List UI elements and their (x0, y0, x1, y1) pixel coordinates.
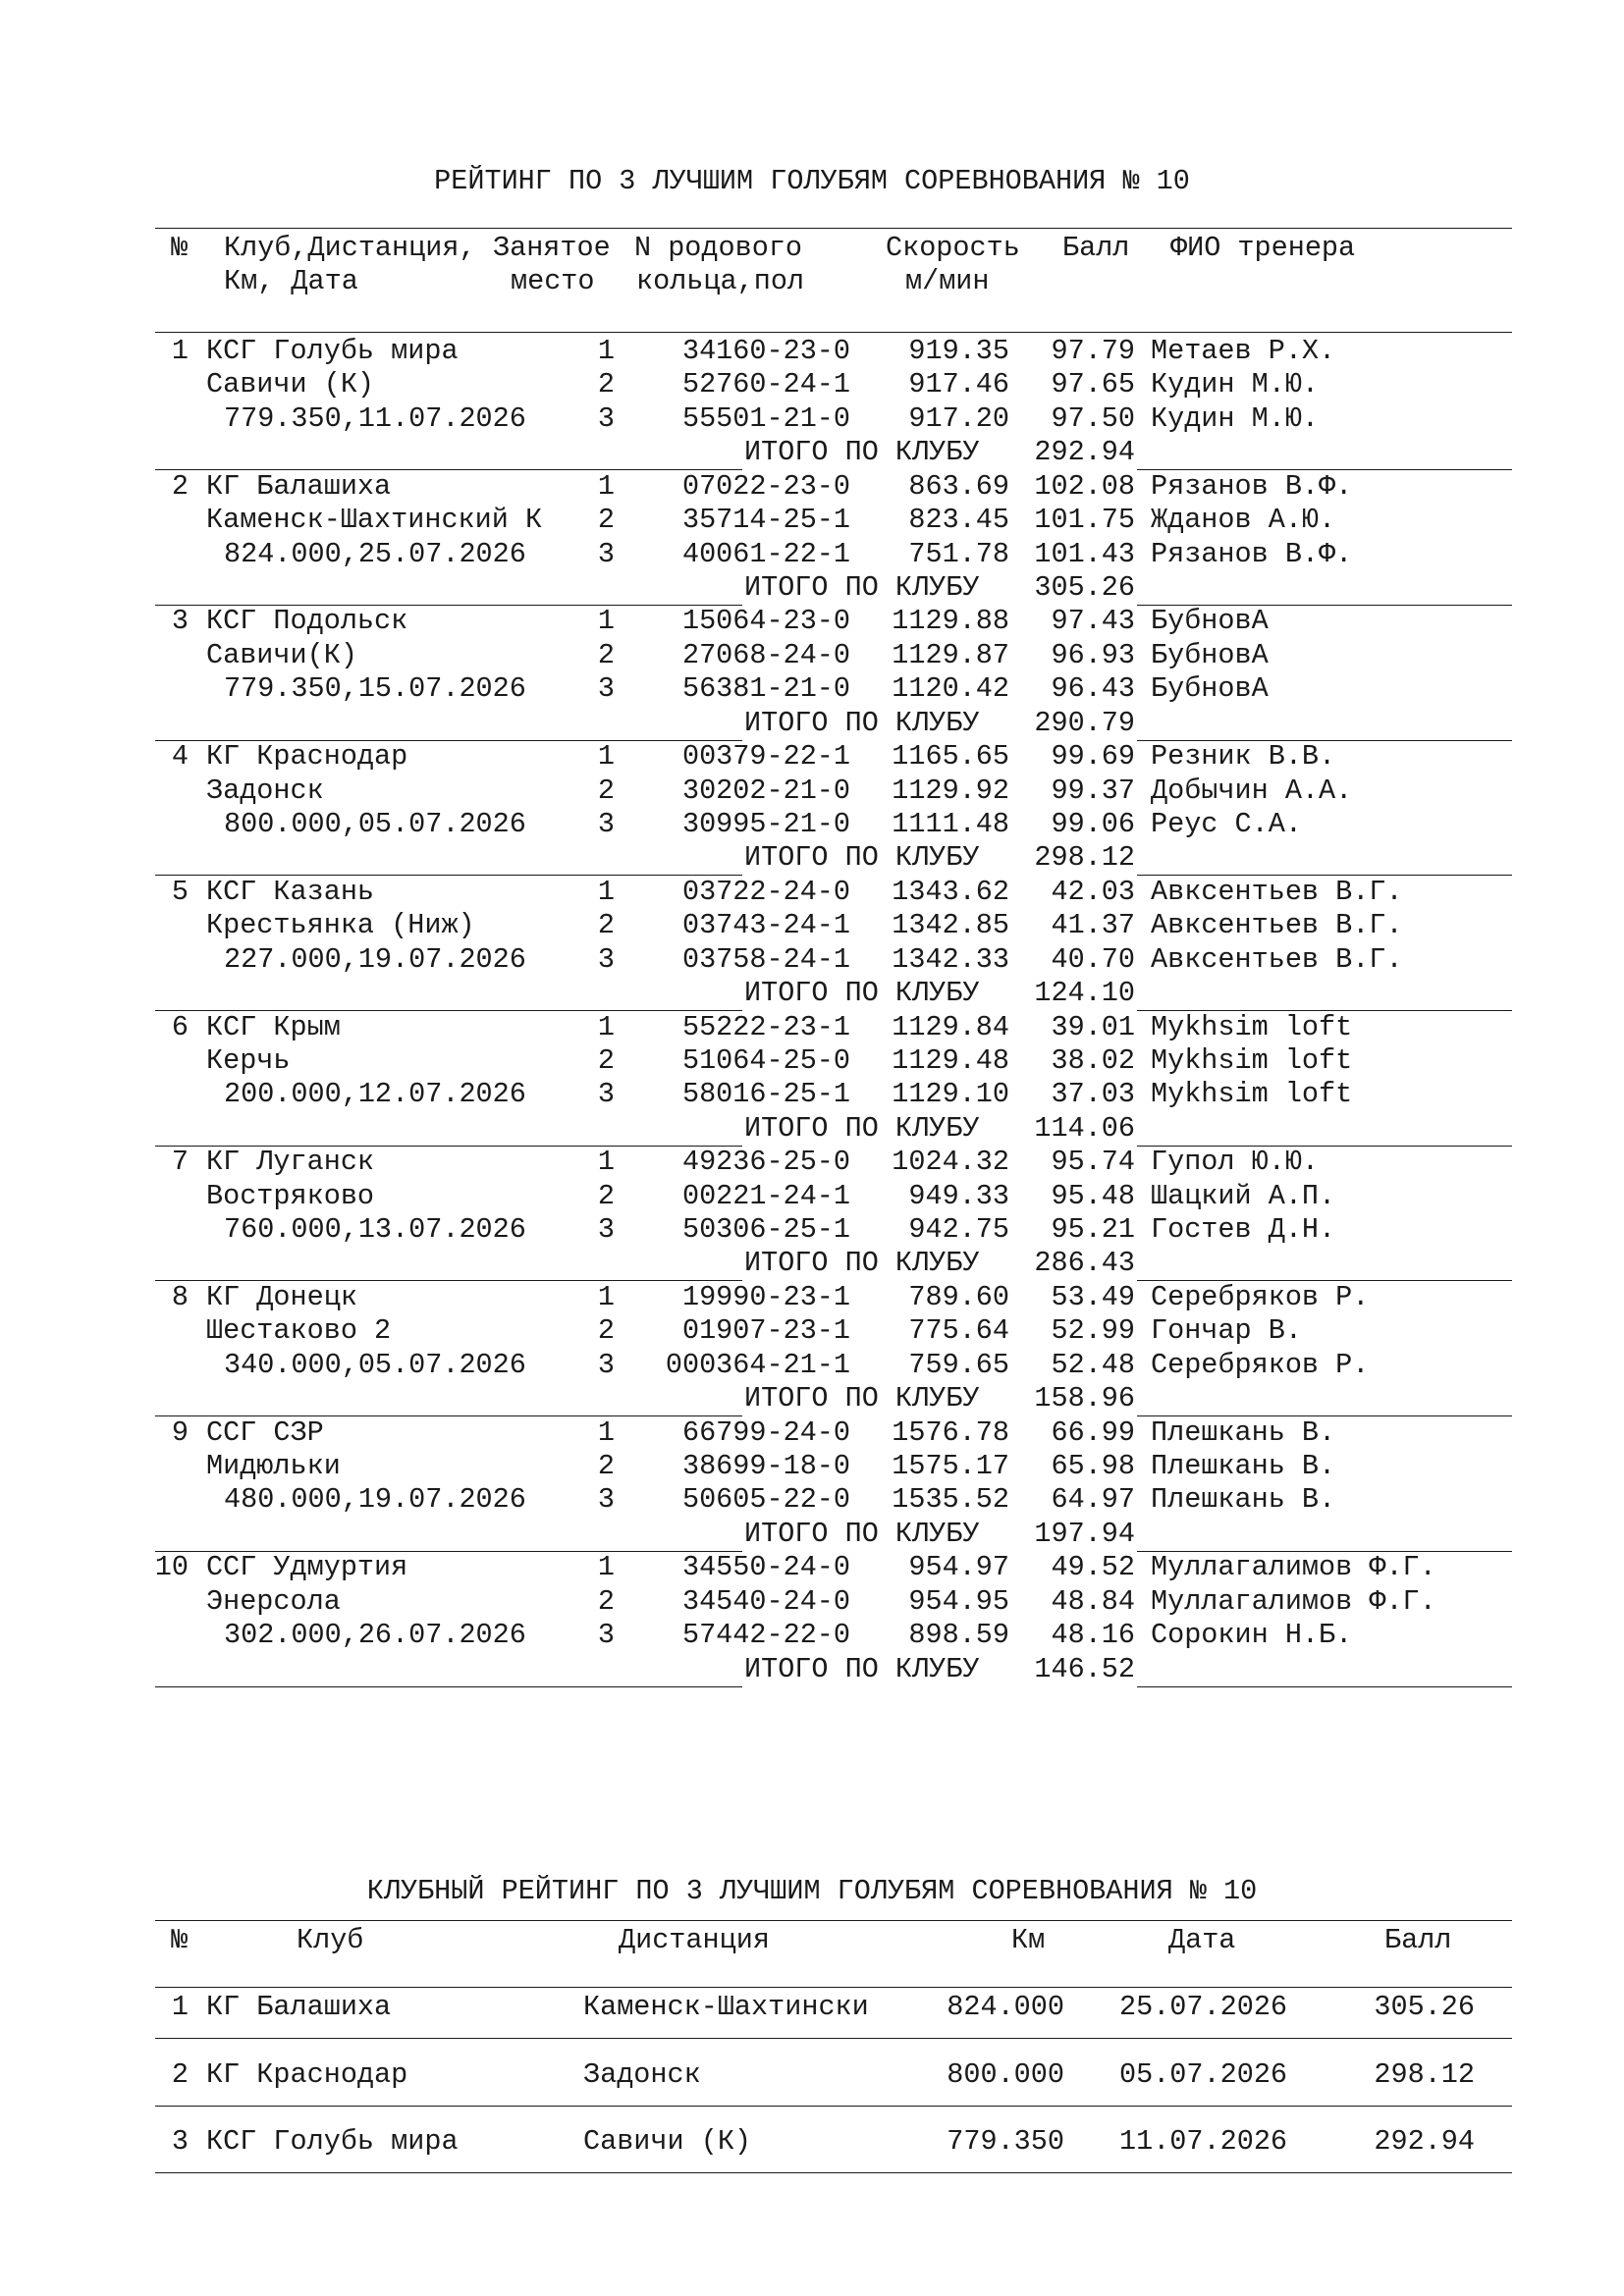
place: 1 (597, 1551, 615, 1584)
club-total-value: 286.43 (1034, 1247, 1135, 1280)
club-total-label: ИТОГО ПО КЛУБУ (744, 977, 980, 1009)
speed: 1129.88 (892, 605, 1009, 638)
speed: 1129.48 (892, 1043, 1009, 1077)
speed: 1342.85 (892, 909, 1009, 942)
club-row-club: КГ Балашиха (206, 1991, 392, 2023)
trainer-name: Mykhsim loft (1151, 1010, 1353, 1043)
speed: 917.20 (908, 401, 1009, 435)
club-total-label: ИТОГО ПО КЛУБУ (744, 706, 980, 739)
km-date: 227.000,19.07.2026 (224, 942, 526, 976)
points: 101.75 (1034, 504, 1135, 537)
points: 102.08 (1034, 469, 1135, 503)
speed: 775.64 (908, 1314, 1009, 1348)
header-ring: кольца,пол (636, 265, 805, 297)
ring-number: 30995-21-0 (681, 807, 850, 840)
club-total-value: 197.94 (1034, 1517, 1135, 1550)
rating-title: РЕЙТИНГ ПО 3 ЛУЧШИМ ГОЛУБЯМ СОРЕВНОВАНИЯ № 10 (434, 165, 1190, 197)
club-row-num: 1 (171, 1991, 189, 2023)
speed: 954.95 (908, 1584, 1009, 1618)
club-total-value: 305.26 (1034, 570, 1135, 604)
km-date: 824.000,25.07.2026 (224, 537, 526, 570)
speed: 1129.92 (892, 774, 1009, 807)
trainer-name: Жданов А.Ю. (1151, 504, 1336, 537)
club-header-club: Клуб (297, 1924, 364, 1956)
points: 95.48 (1051, 1179, 1135, 1212)
trainer-name: Сорокин Н.Б. (1151, 1619, 1353, 1652)
club-row-distance: Каменск-Шахтински (583, 1991, 869, 2023)
club-row-km: 800.000 (947, 2057, 1064, 2091)
club-name: КГ Донецк (206, 1280, 357, 1313)
ring-number: 40061-22-1 (681, 537, 850, 570)
club-header-km: Км (1011, 1924, 1046, 1956)
place: 1 (597, 1010, 615, 1043)
header-points: Балл (1062, 232, 1130, 264)
ring-number: 34540-24-0 (681, 1584, 850, 1618)
club-total-value: 298.12 (1034, 841, 1135, 875)
club-total-label: ИТОГО ПО КЛУБУ (744, 436, 980, 469)
club-row-num: 2 (171, 2057, 189, 2091)
club-total-label: ИТОГО ПО КЛУБУ (744, 1652, 980, 1685)
place: 3 (597, 1483, 615, 1517)
trainer-name: БубновА (1151, 605, 1269, 638)
club-header-bottom-rule (155, 1987, 1512, 1988)
points: 65.98 (1051, 1450, 1135, 1482)
points: 41.37 (1051, 909, 1135, 942)
distance-name: Крестьянка (Ниж) (206, 909, 475, 942)
speed: 1342.33 (892, 942, 1009, 976)
trainer-name: Муллагалимов Ф.Г. (1151, 1551, 1436, 1584)
trainer-name: Гончар В. (1151, 1314, 1302, 1348)
club-total-value: 290.79 (1034, 706, 1135, 739)
header-ring: N родового (634, 232, 803, 264)
block-number: 5 (171, 875, 189, 908)
km-date: 779.350,15.07.2026 (224, 672, 526, 706)
speed: 1165.65 (892, 740, 1009, 774)
trainer-name: Авксентьев В.Г. (1151, 875, 1403, 908)
place: 1 (597, 875, 615, 908)
place: 1 (597, 740, 615, 774)
speed: 1129.84 (892, 1010, 1009, 1043)
distance-name: Востряково (206, 1179, 375, 1212)
place: 3 (597, 1348, 615, 1381)
ring-number: 51064-25-0 (681, 1043, 850, 1077)
ring-number: 66799-24-0 (681, 1415, 850, 1449)
trainer-name: Рязанов В.Ф. (1151, 469, 1353, 503)
ring-number: 000364-21-1 (665, 1348, 850, 1381)
trainer-name: БубновА (1151, 672, 1269, 706)
speed: 1120.42 (892, 672, 1009, 706)
trainer-name: Реус С.А. (1151, 807, 1302, 840)
club-total-label: ИТОГО ПО КЛУБУ (744, 1517, 980, 1550)
speed: 1535.52 (892, 1483, 1009, 1517)
club-header-num: № (171, 1924, 189, 1956)
ring-number: 55222-23-1 (681, 1010, 850, 1043)
trainer-name: Кудин М.Ю. (1151, 368, 1320, 401)
club-header-distance: Дистанция (619, 1924, 770, 1956)
trainer-name: Плешкань В. (1151, 1450, 1336, 1482)
trainer-name: Рязанов В.Ф. (1151, 537, 1353, 570)
place: 2 (597, 638, 615, 671)
place: 3 (597, 672, 615, 706)
header-club-km-date: Км, Дата (224, 265, 358, 297)
points: 99.06 (1051, 807, 1135, 840)
points: 97.43 (1051, 605, 1135, 638)
points: 52.48 (1051, 1348, 1135, 1381)
place: 3 (597, 1619, 615, 1652)
speed: 942.75 (908, 1213, 1009, 1246)
ring-number: 00221-24-1 (681, 1179, 850, 1212)
trainer-name: Mykhsim loft (1151, 1078, 1353, 1111)
block-number: 1 (171, 335, 189, 367)
km-date: 760.000,13.07.2026 (224, 1213, 526, 1246)
club-name: КГ Краснодар (206, 740, 408, 774)
distance-name: Задонск (206, 774, 324, 807)
ring-number: 50605-22-0 (681, 1483, 850, 1517)
points: 99.37 (1051, 774, 1135, 807)
speed: 1575.17 (892, 1450, 1009, 1482)
club-total-label: ИТОГО ПО КЛУБУ (744, 1111, 980, 1145)
speed: 919.35 (908, 335, 1009, 367)
club-total-value: 292.94 (1034, 436, 1135, 469)
points: 101.43 (1034, 537, 1135, 570)
place: 2 (597, 1584, 615, 1618)
points: 66.99 (1051, 1415, 1135, 1449)
trainer-name: Резник В.В. (1151, 740, 1336, 774)
ring-number: 34160-23-0 (681, 335, 850, 367)
trainer-name: Плешкань В. (1151, 1415, 1336, 1449)
place: 2 (597, 504, 615, 537)
header-club: Клуб,Дистанция, (224, 232, 476, 264)
ring-number: 07022-23-0 (681, 469, 850, 503)
place: 3 (597, 1078, 615, 1111)
block-number: 6 (171, 1010, 189, 1043)
points: 95.74 (1051, 1146, 1135, 1179)
trainer-name: Гупол Ю.Ю. (1151, 1146, 1320, 1179)
place: 2 (597, 368, 615, 401)
ring-number: 58016-25-1 (681, 1078, 850, 1111)
block-number: 8 (171, 1280, 189, 1313)
club-row-rule (155, 2038, 1512, 2039)
club-row-distance: Задонск (583, 2057, 701, 2091)
club-row-date: 11.07.2026 (1119, 2125, 1288, 2158)
trainer-name: Шацкий А.П. (1151, 1179, 1336, 1212)
points: 53.49 (1051, 1280, 1135, 1313)
club-table-top-rule (155, 1920, 1512, 1921)
ring-number: 55501-21-0 (681, 401, 850, 435)
club-name: КСГ Крым (206, 1010, 341, 1043)
km-date: 200.000,12.07.2026 (224, 1078, 526, 1111)
ring-number: 30202-21-0 (681, 774, 850, 807)
club-row-club: КГ Краснодар (206, 2057, 408, 2091)
block-number: 3 (171, 605, 189, 638)
header-bottom-rule (155, 332, 1512, 333)
points: 37.03 (1051, 1078, 1135, 1111)
club-row-km: 824.000 (947, 1991, 1064, 2023)
total-underline-right (1137, 1686, 1512, 1687)
points: 48.16 (1051, 1619, 1135, 1652)
place: 1 (597, 1280, 615, 1313)
ring-number: 38699-18-0 (681, 1450, 850, 1482)
table-top-rule (155, 228, 1512, 229)
trainer-name: Муллагалимов Ф.Г. (1151, 1584, 1436, 1618)
trainer-name: Авксентьев В.Г. (1151, 942, 1403, 976)
speed: 863.69 (908, 469, 1009, 503)
club-name: КСГ Казань (206, 875, 375, 908)
place: 3 (597, 401, 615, 435)
points: 64.97 (1051, 1483, 1135, 1517)
speed: 954.97 (908, 1551, 1009, 1584)
trainer-name: Гостев Д.Н. (1151, 1213, 1336, 1246)
trainer-name: Добычин А.А. (1151, 774, 1353, 807)
club-row-distance: Савичи (К) (583, 2125, 752, 2158)
place: 1 (597, 469, 615, 503)
header-place: Занятое (493, 232, 611, 264)
club-row-num: 3 (171, 2125, 189, 2158)
header-trainer: ФИО тренера (1170, 232, 1356, 264)
ring-number: 50306-25-1 (681, 1213, 850, 1246)
place: 1 (597, 1415, 615, 1449)
club-total-label: ИТОГО ПО КЛУБУ (744, 841, 980, 875)
distance-name: Савичи (К) (206, 368, 375, 401)
club-row-points: 298.12 (1374, 2057, 1475, 2091)
points: 96.43 (1051, 672, 1135, 706)
distance-name: Шестаково 2 (206, 1314, 392, 1348)
speed: 1576.78 (892, 1415, 1009, 1449)
points: 40.70 (1051, 942, 1135, 976)
block-number: 7 (171, 1146, 189, 1179)
club-total-value: 124.10 (1034, 977, 1135, 1009)
speed: 1111.48 (892, 807, 1009, 840)
distance-name: Энерсола (206, 1584, 341, 1618)
speed: 1129.10 (892, 1078, 1009, 1111)
km-date: 340.000,05.07.2026 (224, 1348, 526, 1381)
club-name: КСГ Голубь мира (206, 335, 459, 367)
distance-name: Каменск-Шахтинский К (206, 504, 543, 537)
block-number: 10 (154, 1551, 189, 1584)
club-row-rule (155, 2106, 1512, 2107)
points: 52.99 (1051, 1314, 1135, 1348)
club-row-km: 779.350 (947, 2125, 1064, 2158)
club-header-points: Балл (1384, 1924, 1452, 1956)
trainer-name: БубновА (1151, 638, 1269, 671)
place: 2 (597, 1450, 615, 1482)
club-total-value: 158.96 (1034, 1382, 1135, 1415)
club-row-points: 305.26 (1374, 1991, 1475, 2023)
points: 97.65 (1051, 368, 1135, 401)
points: 49.52 (1051, 1551, 1135, 1584)
block-number: 9 (171, 1415, 189, 1449)
club-row-date: 25.07.2026 (1119, 1991, 1288, 2023)
km-date: 480.000,19.07.2026 (224, 1483, 526, 1517)
points: 38.02 (1051, 1043, 1135, 1077)
points: 97.79 (1051, 335, 1135, 367)
points: 95.21 (1051, 1213, 1135, 1246)
km-date: 779.350,11.07.2026 (224, 401, 526, 435)
place: 1 (597, 1146, 615, 1179)
club-name: КГ Балашиха (206, 469, 392, 503)
place: 2 (597, 774, 615, 807)
distance-name: Мидюльки (206, 1450, 341, 1482)
speed: 898.59 (908, 1619, 1009, 1652)
distance-name: Савичи(К) (206, 638, 357, 671)
block-number: 2 (171, 469, 189, 503)
header-speed: м/мин (905, 265, 990, 297)
ring-number: 27068-24-0 (681, 638, 850, 671)
total-underline-left (155, 1686, 742, 1687)
ring-number: 00379-22-1 (681, 740, 850, 774)
speed: 1024.32 (892, 1146, 1009, 1179)
points: 97.50 (1051, 401, 1135, 435)
ring-number: 19990-23-1 (681, 1280, 850, 1313)
place: 3 (597, 1213, 615, 1246)
speed: 917.46 (908, 368, 1009, 401)
club-row-rule (155, 2172, 1512, 2173)
club-name: КГ Луганск (206, 1146, 375, 1179)
club-name: ССГ Удмуртия (206, 1551, 408, 1584)
club-row-date: 05.07.2026 (1119, 2057, 1288, 2091)
header-speed: Скорость (886, 232, 1020, 264)
ring-number: 57442-22-0 (681, 1619, 850, 1652)
trainer-name: Серебряков Р. (1151, 1280, 1370, 1313)
speed: 789.60 (908, 1280, 1009, 1313)
club-total-value: 114.06 (1034, 1111, 1135, 1145)
place: 2 (597, 1314, 615, 1348)
club-row-points: 292.94 (1374, 2125, 1475, 2158)
place: 3 (597, 807, 615, 840)
distance-name: Керчь (206, 1043, 291, 1077)
ring-number: 03758-24-1 (681, 942, 850, 976)
trainer-name: Кудин М.Ю. (1151, 401, 1320, 435)
ring-number: 03722-24-0 (681, 875, 850, 908)
ring-number: 52760-24-1 (681, 368, 850, 401)
ring-number: 56381-21-0 (681, 672, 850, 706)
km-date: 800.000,05.07.2026 (224, 807, 526, 840)
place: 1 (597, 335, 615, 367)
club-total-label: ИТОГО ПО КЛУБУ (744, 1247, 980, 1280)
club-rating-title: КЛУБНЫЙ РЕЙТИНГ ПО 3 ЛУЧШИМ ГОЛУБЯМ СОРЕВНОВАНИЯ № 10 (366, 1875, 1258, 1907)
place: 2 (597, 909, 615, 942)
club-row-club: КСГ Голубь мира (206, 2125, 459, 2158)
points: 48.84 (1051, 1584, 1135, 1618)
speed: 823.45 (908, 504, 1009, 537)
ring-number: 34550-24-0 (681, 1551, 850, 1584)
club-total-value: 146.52 (1034, 1652, 1135, 1685)
ring-number: 35714-25-1 (681, 504, 850, 537)
header-num: № (171, 232, 189, 264)
trainer-name: Серебряков Р. (1151, 1348, 1370, 1381)
place: 1 (597, 605, 615, 638)
speed: 751.78 (908, 537, 1009, 570)
speed: 1129.87 (892, 638, 1009, 671)
trainer-name: Авксентьев В.Г. (1151, 909, 1403, 942)
trainer-name: Метаев Р.Х. (1151, 335, 1336, 367)
block-number: 4 (171, 740, 189, 774)
points: 96.93 (1051, 638, 1135, 671)
speed: 949.33 (908, 1179, 1009, 1212)
speed: 759.65 (908, 1348, 1009, 1381)
trainer-name: Плешкань В. (1151, 1483, 1336, 1517)
ring-number: 49236-25-0 (681, 1146, 850, 1179)
place: 3 (597, 537, 615, 570)
trainer-name: Mykhsim loft (1151, 1043, 1353, 1077)
place: 3 (597, 942, 615, 976)
place: 2 (597, 1179, 615, 1212)
points: 39.01 (1051, 1010, 1135, 1043)
ring-number: 15064-23-0 (681, 605, 850, 638)
speed: 1343.62 (892, 875, 1009, 908)
ring-number: 01907-23-1 (681, 1314, 850, 1348)
place: 2 (597, 1043, 615, 1077)
header-place: место (511, 265, 595, 297)
club-name: КСГ Подольск (206, 605, 408, 638)
km-date: 302.000,26.07.2026 (224, 1619, 526, 1652)
club-name: ССГ СЗР (206, 1415, 324, 1449)
points: 99.69 (1051, 740, 1135, 774)
ring-number: 03743-24-1 (681, 909, 850, 942)
club-header-date: Дата (1168, 1924, 1236, 1956)
club-total-label: ИТОГО ПО КЛУБУ (744, 1382, 980, 1415)
points: 42.03 (1051, 875, 1135, 908)
club-total-label: ИТОГО ПО КЛУБУ (744, 570, 980, 604)
